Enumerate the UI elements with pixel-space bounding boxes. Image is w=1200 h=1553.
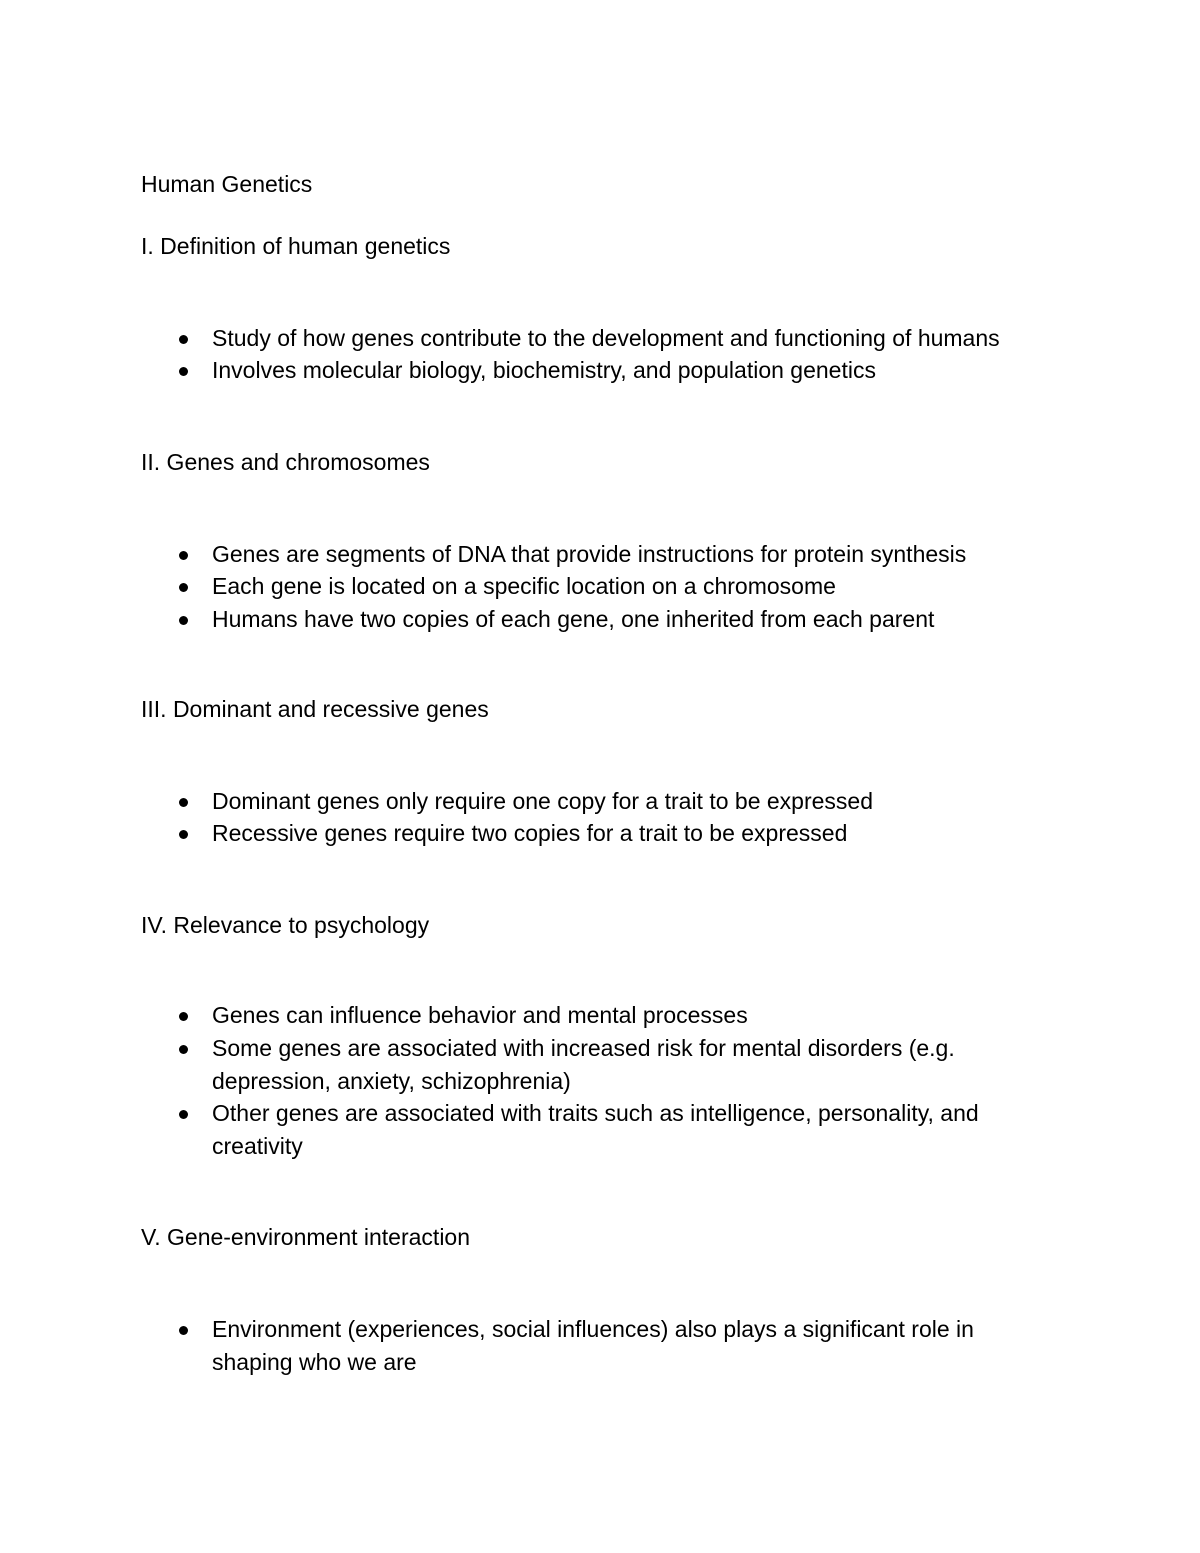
bullet-icon (179, 616, 188, 625)
bullet-icon (179, 583, 188, 592)
list-item-text: Humans have two copies of each gene, one inherited from each parent (212, 606, 935, 632)
list-item-text: Some genes are associated with increased risk for mental disorders (e.g. depression, anxiety, schizophrenia) (212, 1035, 955, 1094)
bullet-icon (179, 798, 188, 807)
list-item-text: Genes can influence behavior and mental processes (212, 1002, 748, 1028)
bullet-icon (179, 1326, 188, 1335)
section-heading: I. Definition of human genetics (141, 233, 451, 259)
section-heading: II. Genes and chromosomes (141, 449, 430, 475)
bullet-icon (179, 551, 188, 560)
list-item-text: Genes are segments of DNA that provide instructions for protein synthesis (212, 541, 967, 567)
bullet-icon (179, 1110, 188, 1119)
list-item-text: Each gene is located on a specific location on a chromosome (212, 573, 836, 599)
document-title: Human Genetics (141, 171, 313, 197)
bullet-icon (179, 1012, 188, 1021)
list-item-text: Environment (experiences, social influences) also plays a significant role in shaping who we are (212, 1316, 974, 1375)
section-heading: IV. Relevance to psychology (141, 912, 430, 938)
list-item-text: Study of how genes contribute to the development and functioning of humans (212, 325, 1000, 351)
bullet-icon (179, 367, 188, 376)
list-item-text: Dominant genes only require one copy for a trait to be expressed (212, 788, 873, 814)
list-item-text: Recessive genes require two copies for a trait to be expressed (212, 820, 848, 846)
bullet-icon (179, 335, 188, 344)
section-heading: III. Dominant and recessive genes (141, 696, 489, 722)
bullet-icon (179, 830, 188, 839)
section-heading: V. Gene-environment interaction (141, 1224, 471, 1250)
list-item-text: Other genes are associated with traits such as intelligence, personality, and creativity (212, 1100, 979, 1159)
list-item-text: Involves molecular biology, biochemistry, and population genetics (212, 357, 876, 383)
bullet-icon (179, 1045, 188, 1054)
